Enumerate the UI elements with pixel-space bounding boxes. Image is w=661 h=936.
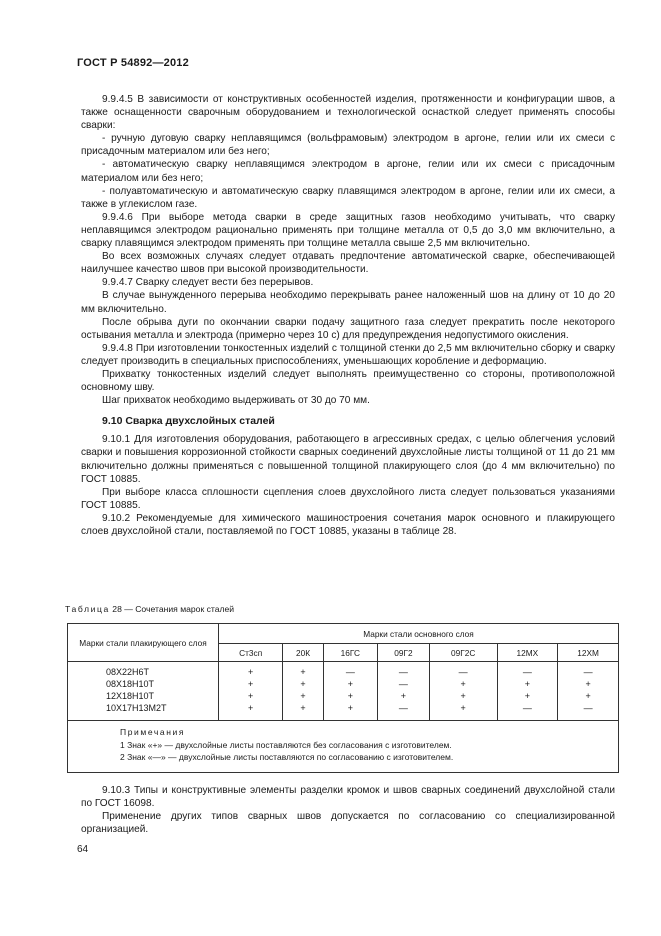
table-cell: + xyxy=(300,679,306,689)
table-cell: — xyxy=(583,703,593,713)
table-row-name: 12Х18Н10Т xyxy=(106,691,155,701)
paragraph-continuity-class: При выборе класса сплошности сцепления слоев двухслойного листа следует пользоваться указаниями ГОСТ 10885. xyxy=(81,486,615,511)
paragraph-9-10-2: 9.10.2 Рекомендуемые для химического машиностроения сочетания марок основного и плакирующего слоев двухслойной стали, поставляемой по ГОСТ 10885, указаны в таблице 28. xyxy=(81,512,615,537)
list-item-auto-welding: - автоматическую сварку неплавящимся электродом в аргоне, гелии или их смеси с присадочным материалом или без него; xyxy=(81,159,615,184)
paragraph-9-10-1: 9.10.1 Для изготовления оборудования, работающего в агрессивных средах, с целью облегчения условий сварки и повышения коррозионной стойкости сварных соединений двухслойные листы толщиной от 11 до 21 мм включительно должны применяться с повышенной толщиной плакирующего слоя (до 4 мм включительно) по ГОСТ 10885. xyxy=(81,434,615,485)
value-column xyxy=(429,662,497,721)
table-cell: — xyxy=(522,667,532,677)
table-cell: — xyxy=(583,667,593,677)
page-number: 64 xyxy=(77,844,89,855)
value-column xyxy=(283,662,323,721)
table-cell: — xyxy=(398,703,408,713)
column-header: 09Г2С xyxy=(429,644,497,662)
notes-title: Примечания xyxy=(120,727,186,737)
paragraph-9-9-4-8: 9.9.4.8 При изготовлении тонкостенных изделий с толщиной стенки до 2,5 мм включительно сборку и сварку следует производить в специальных приспособлениях, уменьшающих коробление и деформацию. xyxy=(81,342,615,367)
table-cell: — xyxy=(398,667,408,677)
table-row-name: 08Х18Н10Т xyxy=(106,679,155,689)
table-cell: + xyxy=(400,691,407,701)
paragraph-auto-preference: Во всех возможных случаях следует отдавать предпочтение автоматической сварке, обеспечивающей наилучшее качество швов при высокой производительности. xyxy=(81,251,615,276)
value-column xyxy=(558,662,619,721)
column-header: Ст3сп xyxy=(219,644,283,662)
table-cell: + xyxy=(248,679,254,689)
table-row-name: 10Х17Н13М2Т xyxy=(106,703,167,713)
paragraph-9-9-4-6: 9.9.4.6 При выборе метода сварки в среде защитных газов необходимо учитывать, что сварку неплавящимся электродом рационально применять при толщине металла от 0,5 до 3,0 мм включительно, а сварку плавящимся электродом применять при толщине металла свыше 2,5 мм включительно. xyxy=(81,211,615,250)
paragraph-tack-step: Шаг прихваток необходимо выдерживать от 30 до 70 мм. xyxy=(102,395,370,407)
table-cell: — xyxy=(458,667,468,677)
standard-header: ГОСТ Р 54892—2012 xyxy=(77,57,189,69)
table-cell: + xyxy=(524,679,530,689)
body-text xyxy=(81,93,615,538)
table-cell: + xyxy=(347,703,353,713)
table-cell: + xyxy=(585,691,591,701)
table-cell: + xyxy=(248,691,254,701)
column-header: 16ГС xyxy=(323,644,377,662)
paragraph-arc-break: После обрыва дуги по окончании сварки подачу защитного газа следует прекратить после некоторого остывания металла и электрода (примерно через 10 с) для предупреждения недопустимого окисления. xyxy=(81,316,615,341)
row-names-cell xyxy=(68,662,219,721)
table-cell: + xyxy=(460,679,466,689)
table-caption xyxy=(65,604,234,614)
body-text-after-table xyxy=(81,784,615,836)
table-cell: — xyxy=(345,667,355,677)
column-group-header-base: Марки стали основного слоя xyxy=(219,624,619,644)
table-cell: + xyxy=(300,667,306,677)
note-item: 1 Знак «+» — двухслойные листы поставляются без согласования с изготовителем. xyxy=(120,739,452,750)
note-item: 2 Знак «—» — двухслойные листы поставляются по согласованию с изготовителем. xyxy=(120,752,454,762)
paragraph-9-10-3: 9.10.3 Типы и конструктивные элементы разделки кромок и швов сварных соединений двухслойной стали по ГОСТ 16098. xyxy=(81,785,615,810)
table-cell: + xyxy=(585,679,591,689)
paragraph-interruption: В случае вынужденного перерыва необходимо перекрывать ранее наложенный шов на длину от 10 до 20 мм включительно. xyxy=(81,290,615,315)
table-cell: — xyxy=(398,679,408,689)
table-cell: + xyxy=(248,703,254,713)
column-header: 12ХМ xyxy=(558,644,619,662)
table-cell: + xyxy=(300,691,306,701)
column-header: 09Г2 xyxy=(378,644,430,662)
paragraph-other-weld-types: Применение других типов сварных швов допускается по согласованию со специализированной организацией. xyxy=(81,811,615,836)
table-notes xyxy=(68,721,619,773)
column-header: 12МХ xyxy=(497,644,558,662)
table-cell: + xyxy=(460,691,466,701)
value-column xyxy=(323,662,377,721)
value-column xyxy=(219,662,283,721)
column-header-cladding: Марки стали плакирующего слоя xyxy=(68,624,219,662)
table-cell: — xyxy=(522,703,532,713)
paragraph-tack-side: Прихватку тонкостенных изделий следует выполнять преимущественно со стороны, противоположной основному шву. xyxy=(81,368,615,394)
value-column xyxy=(378,662,430,721)
section-heading-9-10: 9.10 Сварка двухслойных сталей xyxy=(102,415,275,428)
table-caption-title: 28 — Сочетания марок сталей xyxy=(109,604,235,614)
paragraph-9-9-4-5: 9.9.4.5 В зависимости от конструктивных особенностей изделия, протяженности и конфигурации швов, а также оснащенности сварочным оборудованием и технологической оснасткой следует применять способы сварки: xyxy=(81,94,615,132)
table-cell: + xyxy=(347,691,353,701)
table-caption-label: Таблица xyxy=(65,604,110,614)
steel-grades-table xyxy=(67,623,619,773)
paragraph-9-9-4-7: 9.9.4.7 Сварку следует вести без перерывов. xyxy=(102,277,314,289)
table-cell: + xyxy=(300,703,306,713)
list-item-manual-welding: - ручную дуговую сварку неплавящимся (вольфрамовым) электродом в аргоне, гелии или их смеси с присадочным материалом или без него; xyxy=(81,133,615,158)
table-cell: + xyxy=(460,703,466,713)
table-cell: + xyxy=(248,667,254,677)
table-cell: + xyxy=(347,679,353,689)
table-cell: + xyxy=(524,691,530,701)
table-body xyxy=(68,662,619,721)
table-row-name: 08Х22Н6Т xyxy=(106,667,150,677)
value-column xyxy=(497,662,558,721)
list-item-semiauto-welding: - полуавтоматическую и автоматическую сварку плавящимся электродом в аргоне, гелии или их смеси, а также в углекислом газе. xyxy=(81,185,615,210)
column-header: 20К xyxy=(283,644,323,662)
